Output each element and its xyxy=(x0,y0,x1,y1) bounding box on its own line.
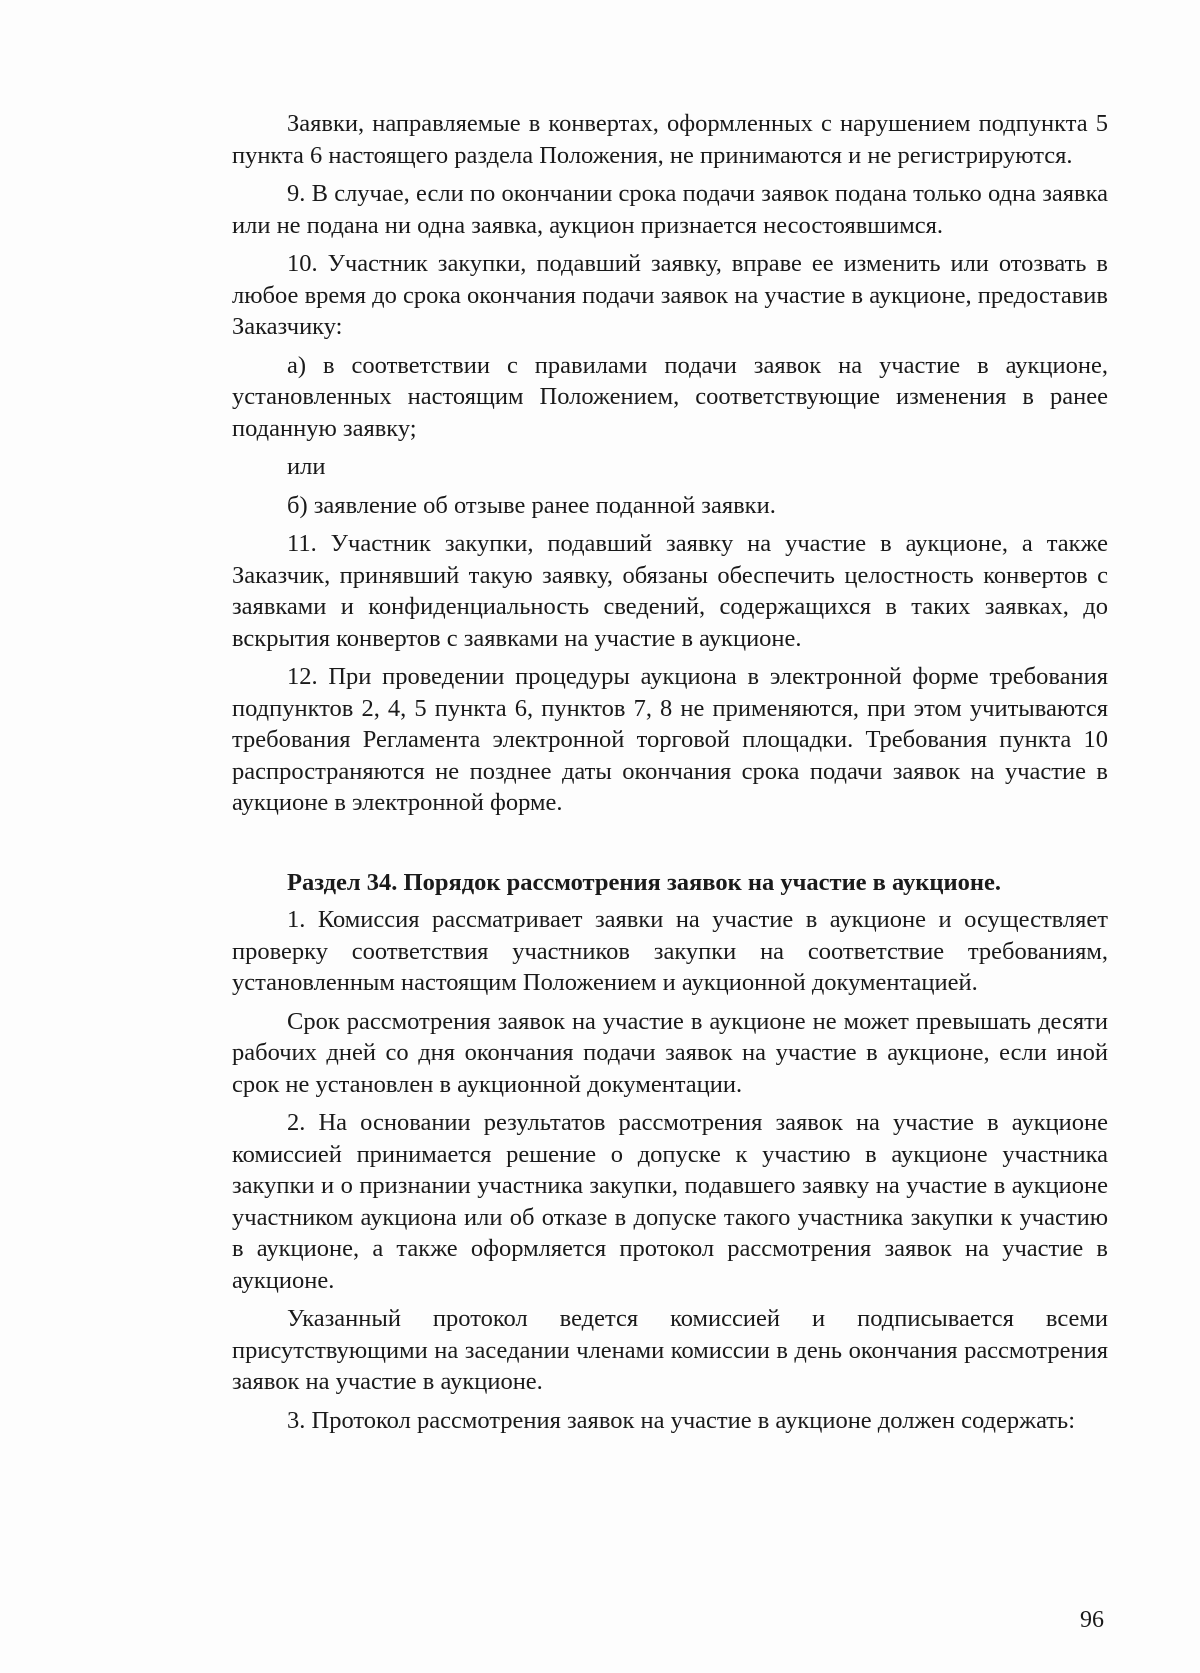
paragraph-item-9: 9. В случае, если по окончании срока подачи заявок подана только одна заявка или не подана ни одна заявка, аукцион признается несостоявшимся. xyxy=(232,180,1108,239)
section-heading: Раздел 34. Порядок рассмотрения заявок на участие в аукционе. xyxy=(287,868,1002,896)
paragraph-section-item-3: 3. Протокол рассмотрения заявок на участие в аукционе должен содержать: xyxy=(287,1406,1075,1434)
page-number: 96 xyxy=(1080,1607,1104,1633)
paragraph-protocol-signing: Указанный протокол ведется комиссией и подписывается всеми присутствующими на заседании членами комиссии в день окончания рассмотрения заявок на участие в аукционе. xyxy=(232,1305,1108,1395)
paragraph-section-item-2: 2. На основании результатов рассмотрения заявок на участие в аукционе комиссией принимается решение о допуске к участию в аукционе участника закупки и о признании участника закупки, подавшего заявку на участие в аукционе участником аукциона или об отказе в допуске такого участника закупки к участию в аукционе, а также оформляется протокол рассмотрения заявок на участие в аукционе. xyxy=(232,1109,1108,1294)
paragraph-item-11: 11. Участник закупки, подавший заявку на участие в аукционе, а также Заказчик, принявший такую заявку, обязаны обеспечить целостность конвертов с заявками и конфиденциальность сведений, содержащихся в таких заявках, до вскрытия конвертов с заявками на участие в аукционе. xyxy=(232,530,1108,652)
paragraph-item-10: 10. Участник закупки, подавший заявку, вправе ее изменить или отозвать в любое время до срока окончания подачи заявок на участие в аукционе, предоставив Заказчику: xyxy=(232,250,1108,340)
paragraph-item-10-b: б) заявление об отзыве ранее поданной заявки. xyxy=(287,491,776,519)
paragraph-section-item-1: 1. Комиссия рассматривает заявки на участие в аукционе и осуществляет проверку соответствия участников закупки на соответствие требованиям, установленным настоящим Положением и аукционной документацией. xyxy=(232,906,1108,996)
paragraph-item-12: 12. При проведении процедуры аукциона в электронной форме требования подпунктов 2, 4, 5 пункта 6, пунктов 7, 8 не применяются, при этом учитываются требования Регламента электронной торговой площадки. Требования пункта 10 распространяются не позднее даты окончания срока подачи заявок на участие в аукционе в электронной форме. xyxy=(232,663,1108,816)
paragraph-envelope-rules: Заявки, направляемые в конвертах, оформленных с нарушением подпункта 5 пункта 6 настоящего раздела Положения, не принимаются и не регистрируются. xyxy=(232,110,1108,169)
paragraph-or: или xyxy=(287,453,326,480)
paragraph-item-10-a: а) в соответствии с правилами подачи заявок на участие в аукционе, установленных настоящим Положением, соответствующие изменения в ранее поданную заявку; xyxy=(232,351,1108,442)
paragraph-review-term: Срок рассмотрения заявок на участие в аукционе не может превышать десяти рабочих дней со дня окончания подачи заявок на участие в аукционе, если иной срок не установлен в аукционной документации. xyxy=(232,1007,1108,1098)
document-body xyxy=(232,108,1108,1443)
